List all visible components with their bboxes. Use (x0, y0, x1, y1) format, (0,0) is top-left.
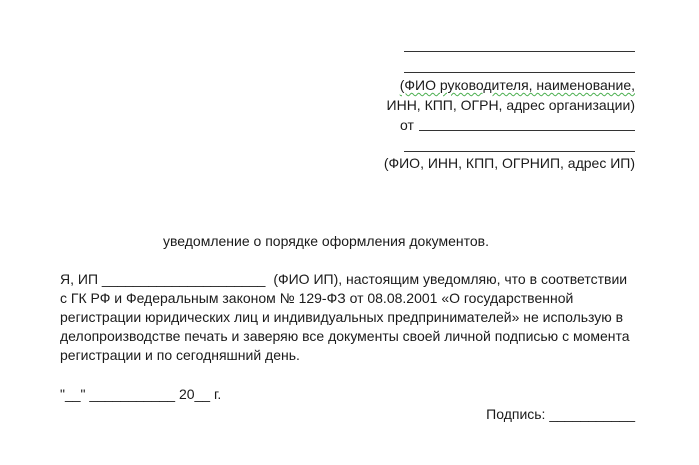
sender-caption: (ФИО, ИНН, КПП, ОГРНИП, адрес ИП) (383, 155, 635, 171)
from-line (419, 130, 635, 131)
body-line-1-end: (ФИО ИП), настоящим уведомляю, что в соответствии (273, 271, 628, 287)
body-line-2: с ГК РФ и Федеральным законом № 129-ФЗ от 08.08.2001 «О государственной (60, 290, 574, 306)
addressee-line-2 (404, 72, 635, 73)
document-title: уведомление о порядке оформления документов. (163, 233, 489, 249)
body-line-3: регистрации юридических лиц и индивидуальных предпринимателей» не использую в (60, 309, 624, 325)
addressee-caption-1 (400, 76, 635, 94)
body-line-1-start: Я, ИП (60, 271, 99, 287)
body-line-4: делопроизводстве печать и заверяю все документы своей личной подписью с момента (60, 328, 630, 344)
from-label: от (400, 117, 414, 133)
body-line-5: регистрации и по сегодняшний день. (60, 347, 300, 363)
signature-field: Подпись: ___________ (486, 406, 635, 422)
addressee-line-1 (404, 51, 635, 52)
addressee-caption-2: ИНН, КПП, ОГРН, адрес организации) (386, 97, 635, 113)
addressee-caption-1-text: (ФИО руководителя, наименование, (399, 77, 635, 93)
body-line-1 (60, 270, 660, 289)
date-field: "__" ___________ 20__ г. (60, 386, 222, 402)
sender-line (404, 151, 635, 152)
body-line-1-blank: _____________________ (101, 271, 266, 287)
